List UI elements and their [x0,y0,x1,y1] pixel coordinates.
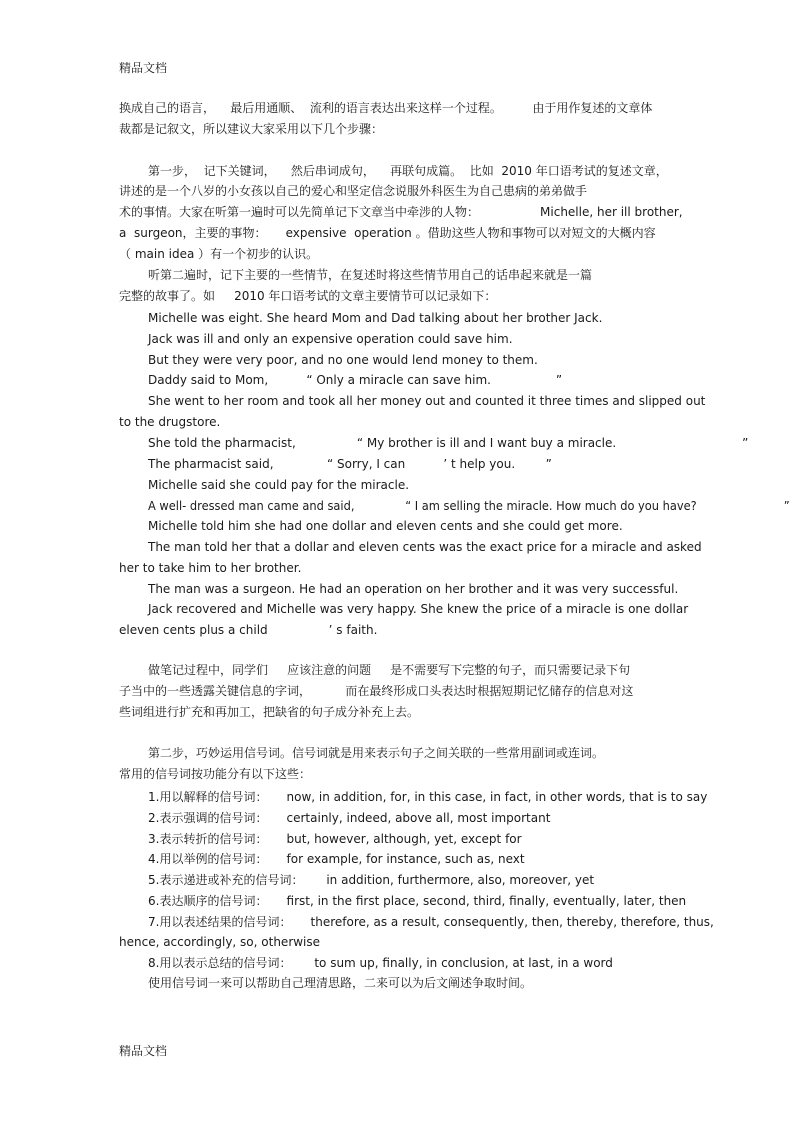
body-line: 术的事情。大家在听第一遍时可以先简单记下文章当中牵涉的人物： Michelle, her ill brother, [119,205,683,219]
list-item: 8.用以表示总结的信号词： to sum up, finally, in conclusion, at last, in a word [148,956,613,970]
body-line: 听第二遍时，记下主要的一些情节，在复述时将这些情节用自己的话串起来就是一篇 [148,268,593,282]
body-line: a surgeon，主要的事物： expensive operation 。借助这些人物和事物可以对短文的大概内容 [119,226,656,240]
list-item: 7.用以表述结果的信号词： therefore, as a result, consequently, then, thereby, therefore, thus, [148,915,714,929]
story-line: She told the pharmacist, “ My brother is ill and I want buy a miracle. ” [148,436,749,450]
story-line: Michelle said she could pay for the miracle. [148,478,410,492]
story-line: to the drugstore. [119,415,221,429]
body-line: 些词组进行扩充和再加工，把缺省的句子成分补充上去。 [119,705,420,719]
list-item: 3.表示转折的信号词： but, however, although, yet, except for [148,832,522,846]
body-line: 第二步，巧妙运用信号词。信号词就是用来表示句子之间关联的一些常用副词或连词。 [148,746,605,760]
story-line: Jack recovered and Michelle was very happy. She knew the price of a miracle is one dollar [148,602,689,616]
body-line: （ main idea ）有一个初步的认识。 [119,247,319,261]
list-item: 1.用以解释的信号词： now, in addition, for, in this case, in fact, in other words, that is to say [148,790,708,804]
story-line: Daddy said to Mom, “ Only a miracle can save him. ” [148,373,563,387]
body-line: 使用信号词一来可以帮助自己理清思路，二来可以为后文阐述争取时间。 [148,976,533,990]
story-line: A well- dressed man came and said, “ I am selling the miracle. How much do you have? ” [148,499,790,513]
list-item: 5.表示递进或补充的信号词： in addition, furthermore, also, moreover, yet [148,873,595,887]
story-line: But they were very poor, and no one would lend money to them. [148,353,538,367]
body-line: 子当中的一些透露关键信息的字词， 而在最终形成口头表达时根据短期记忆储存的信息对这 [119,684,634,698]
story-line: The man was a surgeon. He had an operation on her brother and it was very successful. [148,582,679,596]
list-item: 4.用以举例的信号词： for example, for instance, such as, next [148,852,525,866]
story-line: Michelle was eight. She heard Mom and Dad talking about her brother Jack. [148,311,603,325]
list-item: 2.表示强调的信号词： certainly, indeed, above all, most important [148,811,551,825]
body-line: 裁都是记叙文，所以建议大家采用以下几个步骤： [119,122,384,136]
list-item: hence, accordingly, so, otherwise [119,935,321,949]
story-line: She went to her room and took all her money out and counted it three times and slipped out [148,394,706,408]
body-line: 讲述的是一个八岁的小女孩以自己的爱心和坚定信念说服外科医生为自己患病的弟弟做手 [119,184,588,198]
list-item: 6.表达顺序的信号词： first, in the first place, second, third, finally, eventually, later, then [148,894,687,908]
story-line: Michelle told him she had one dollar and eleven cents and she could get more. [148,519,623,533]
story-line: Jack was ill and only an expensive operation could save him. [148,332,513,346]
page-header: 精品文档 [119,61,168,75]
body-line: 第一步， 记下关键词， 然后串词成句， 再联句成篇。 比如 2010 年口语考试的复述文章， [148,164,668,178]
body-line: 完整的故事了。如 2010 年口语考试的文章主要情节可以记录如下： [119,289,497,303]
story-line: eleven cents plus a child ’ s faith. [119,623,378,637]
story-line: The pharmacist said, “ Sorry, I can ’ t help you. ” [148,457,552,471]
page-footer: 精品文档 [119,1044,168,1058]
story-line: her to take him to her brother. [119,561,302,575]
story-line: The man told her that a dollar and eleven cents was the exact price for a miracle and asked [148,540,702,554]
body-line: 做笔记过程中，同学们 应该注意的问题 是不需要写下完整的句子，而只需要记录下句 [148,663,631,677]
body-line: 常用的信号词按功能分有以下这些： [119,767,312,781]
body-line: 换成自己的语言， 最后用通顺、 流利的语言表达出来这样一个过程。 由于用作复述的文章体 [119,101,653,115]
